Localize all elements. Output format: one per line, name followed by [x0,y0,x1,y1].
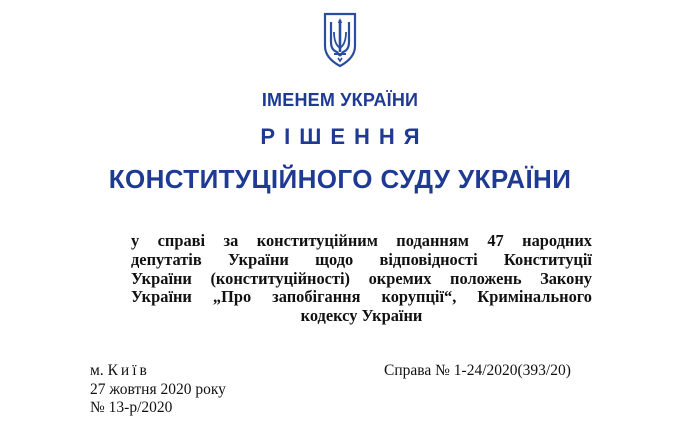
decision-date: 27 жовтня 2020 року [90,380,226,398]
decision-heading: РІШЕННЯ [260,124,429,149]
case-subject [131,232,592,326]
city-name: Київ [107,362,150,379]
trident-emblem-icon [322,12,358,68]
subject-line: України „Про запобігання корупції“, Кримінального [131,287,592,307]
case-number: Справа № 1-24/2020(393/20) [384,362,571,379]
city-prefix: м. [90,362,104,379]
decision-details [90,362,226,418]
city-row [90,362,226,381]
subject-line: кодексу України [300,306,423,326]
subject-line: депутатів України щодо відповідності Конституції [131,249,592,269]
decision-number: № 13-р/2020 [90,399,173,416]
in-the-name-heading: ІМЕНЕМ УКРАЇНИ [261,90,419,110]
court-heading: КОНСТИТУЦІЙНОГО СУДУ УКРАЇНИ [108,164,572,194]
subject-line: України (конституційності) окремих положень Закону [131,268,592,288]
subject-line: у справі за конституційним поданням 47 народних [131,231,592,250]
